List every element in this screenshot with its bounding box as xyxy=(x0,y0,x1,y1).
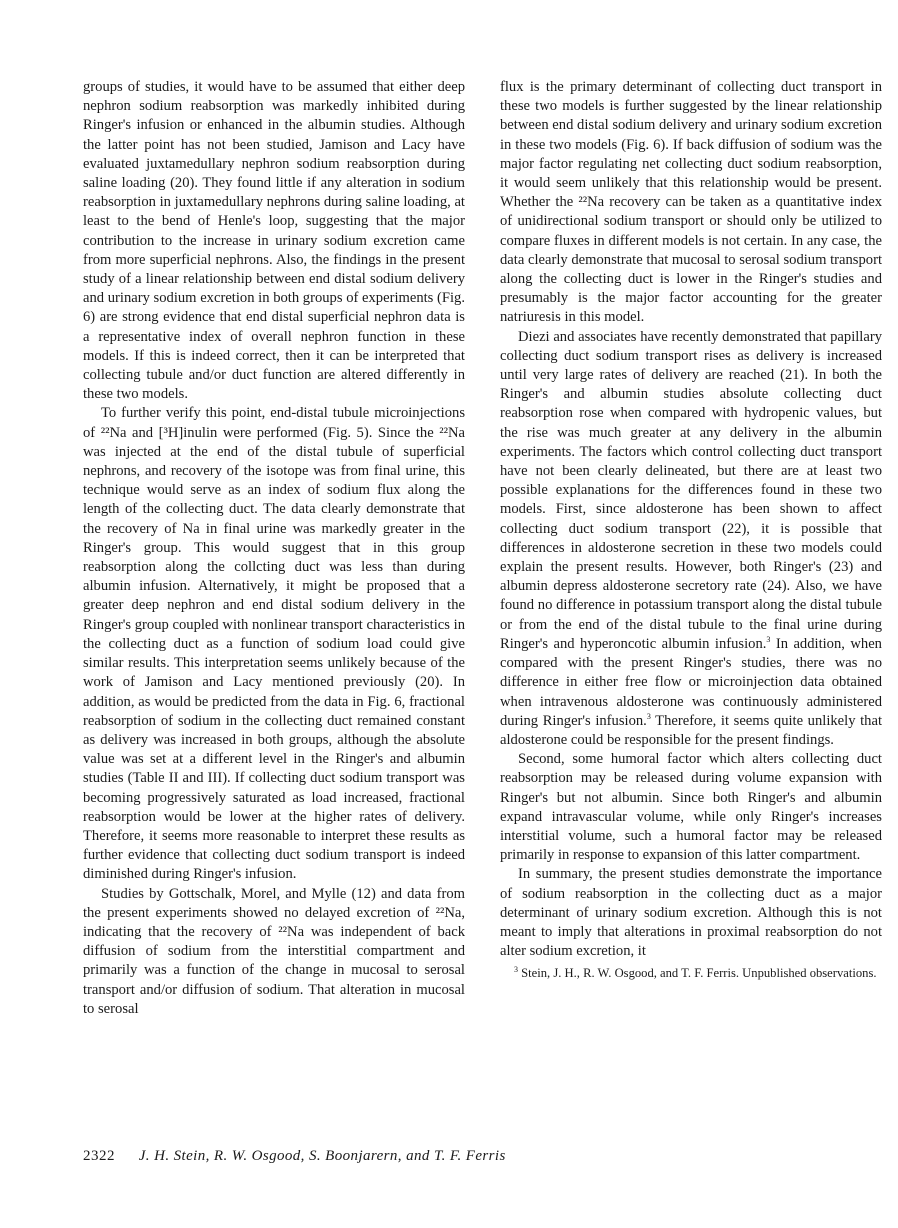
paragraph-right-2-part2: In addition, when compared with the present Ringer's studies, there was no difference in either free flow or microinjection data obtained when intravenous aldosterone was continuously administered during Ringer's infusion. xyxy=(500,635,882,729)
page-footer xyxy=(83,1148,506,1165)
footnote xyxy=(500,965,882,981)
paragraph-left-3: Studies by Gottschalk, Morel, and Mylle (12) and data from the present experiments showed no delayed excretion of ²²Na, indicating that the recovery of ²²Na was independent of back diffusion of sodium from the interstitial compartment and primarily was a function of the change in mucosal to serosal transport and/or diffusion of sodium. That alteration in mucosal to serosal xyxy=(83,885,465,1017)
paragraph-right-3: Second, some humoral factor which alters collecting duct reabsorption may be released during volume expansion with Ringer's but not albumin. Since both Ringer's and albumin expand intravascular volume, while only Ringer's increases interstitial volume, such a humoral factor may be released primarily in response to expansion of this latter compartment. xyxy=(500,751,882,864)
paragraph-left-2: To further verify this point, end-distal tubule microinjections of ²²Na and [³H]inulin were performed (Fig. 5). Since the ²²Na was injected at the end of the distal tubule of superficial nephrons, and recovery of the isotope was from final urine, this technique would serve as an index of sodium flux along the length of the collecting duct. The data clearly demonstrate that the recovery of Na in final urine was markedly greater in the Ringer's group. This would suggest that in this group reabsorption along the collcting duct was less than during albumin infusion. Alternatively, it might be proposed that a greater deep nephron and end distal sodium delivery in the Ringer's group coupled with nonlinear transport characteristics in the collecting duct as a function of sodium load could give similar results. This interpretation seems unlikely because of the work of Jamison and Lacy mentioned previously (20). In addition, as would be predicted from the data in Fig. 6, fractional reabsorption of sodium in the collecting duct remained constant as delivery was increased in both groups, although the absolute value was set at a different level in the Ringer's and albumin studies (Table II and III). If collecting duct sodium transport was becoming progressively saturated as load increased, fractional reabsorption would be lower at the higher rates of delivery. Therefore, it seems more reasonable to interpret these results as further evidence that collecting duct sodium transport is indeed diminished during Ringer's infusion. xyxy=(83,405,465,883)
footnote-text: Stein, J. H., R. W. Osgood, and T. F. Ferris. Unpublished observations. xyxy=(518,966,877,981)
paragraph-right-1: flux is the primary determinant of collecting duct transport in these two models is further suggested by the linear relationship between end distal sodium delivery and urinary sodium excretion in these two models (Fig. 6). If back diffusion of sodium was the major factor regulating net collecting duct sodium reabsorption, it would seem unlikely that this relationship would be present. Whether the ²²Na recovery can be taken as a quantitative index of unidirectional sodium transport or should only be utilized to compare fluxes in different models is not certain. In any case, the data clearly demonstrate that mucosal to serosal sodium transport along the collecting duct is lower in the Ringer's studies and presumably is the major factor accounting for the greater natriuresis in this model. xyxy=(500,79,882,326)
footnote-mark: 3 xyxy=(514,965,518,975)
footnote-ref: 3 xyxy=(766,635,771,645)
right-column xyxy=(500,78,882,981)
page-number: 2322 xyxy=(83,1148,115,1164)
paragraph-right-2 xyxy=(500,328,882,750)
footnote-ref: 3 xyxy=(646,711,651,721)
paragraph-right-4: In summary, the present studies demonstrate the importance of sodium reabsorption in the collecting duct as a major determinant of urinary sodium excretion. Although this is not meant to imply that alterations in proximal reabsorption do not alter sodium excretion, it xyxy=(500,866,882,960)
running-authors: J. H. Stein, R. W. Osgood, S. Boonjarern, and T. F. Ferris xyxy=(138,1148,506,1164)
paragraph-right-2-part1: Diezi and associates have recently demonstrated that papillary collecting duct sodium transport rises as delivery is increased until very large rates of delivery are reached (21). In both the Ringer's and albumin studies absolute collecting duct reabsorption rose when compared with hydropenic values, but the rise was much greater at any delivery in the albumin experiments. The factors which control collecting duct transport have not been clearly delineated, but there are at least two possible explanations for the differences found in these two models. First, since aldosterone has been shown to affect collecting duct sodium transport (22), it is possible that differences in aldosterone secretion in these two models could explain the present results. However, both Ringer's (23) and albumin depress aldosterone secretory rate (24). Also, we have found no difference in potassium transport along the distal tubule or from the end of the distal tubule to the final urine during Ringer's and hyperoncotic albumin infusion. xyxy=(500,328,882,652)
paragraph-left-1: groups of studies, it would have to be assumed that either deep nephron sodium reabsorption was markedly inhibited during Ringer's infusion or enhanced in the albumin studies. Although the latter point has not been studied, Jamison and Lacy have evaluated juxtamedullary nephron sodium reabsorption during saline loading (20). They found little if any alteration in sodium reabsorption in juxtamedullary nephrons during saline loading, at least to the bend of Henle's loop, suggesting that the major contribution to the increase in urinary sodium excretion came from more superficial nephrons. Also, the findings in the present study of a linear relationship between end distal sodium delivery and urinary sodium excretion in both groups of experiments (Fig. 6) are strong evidence that end distal superficial nephron data is a representative index of overall nephron function in these models. If this is indeed correct, then it can be interpreted that collecting tubule and/or duct function are altered differently in these two models. xyxy=(83,79,465,403)
paragraph-right-2-part3: Therefore, it seems quite unlikely that aldosterone could be responsible for the present findings. xyxy=(500,712,882,748)
left-column xyxy=(83,78,465,1019)
